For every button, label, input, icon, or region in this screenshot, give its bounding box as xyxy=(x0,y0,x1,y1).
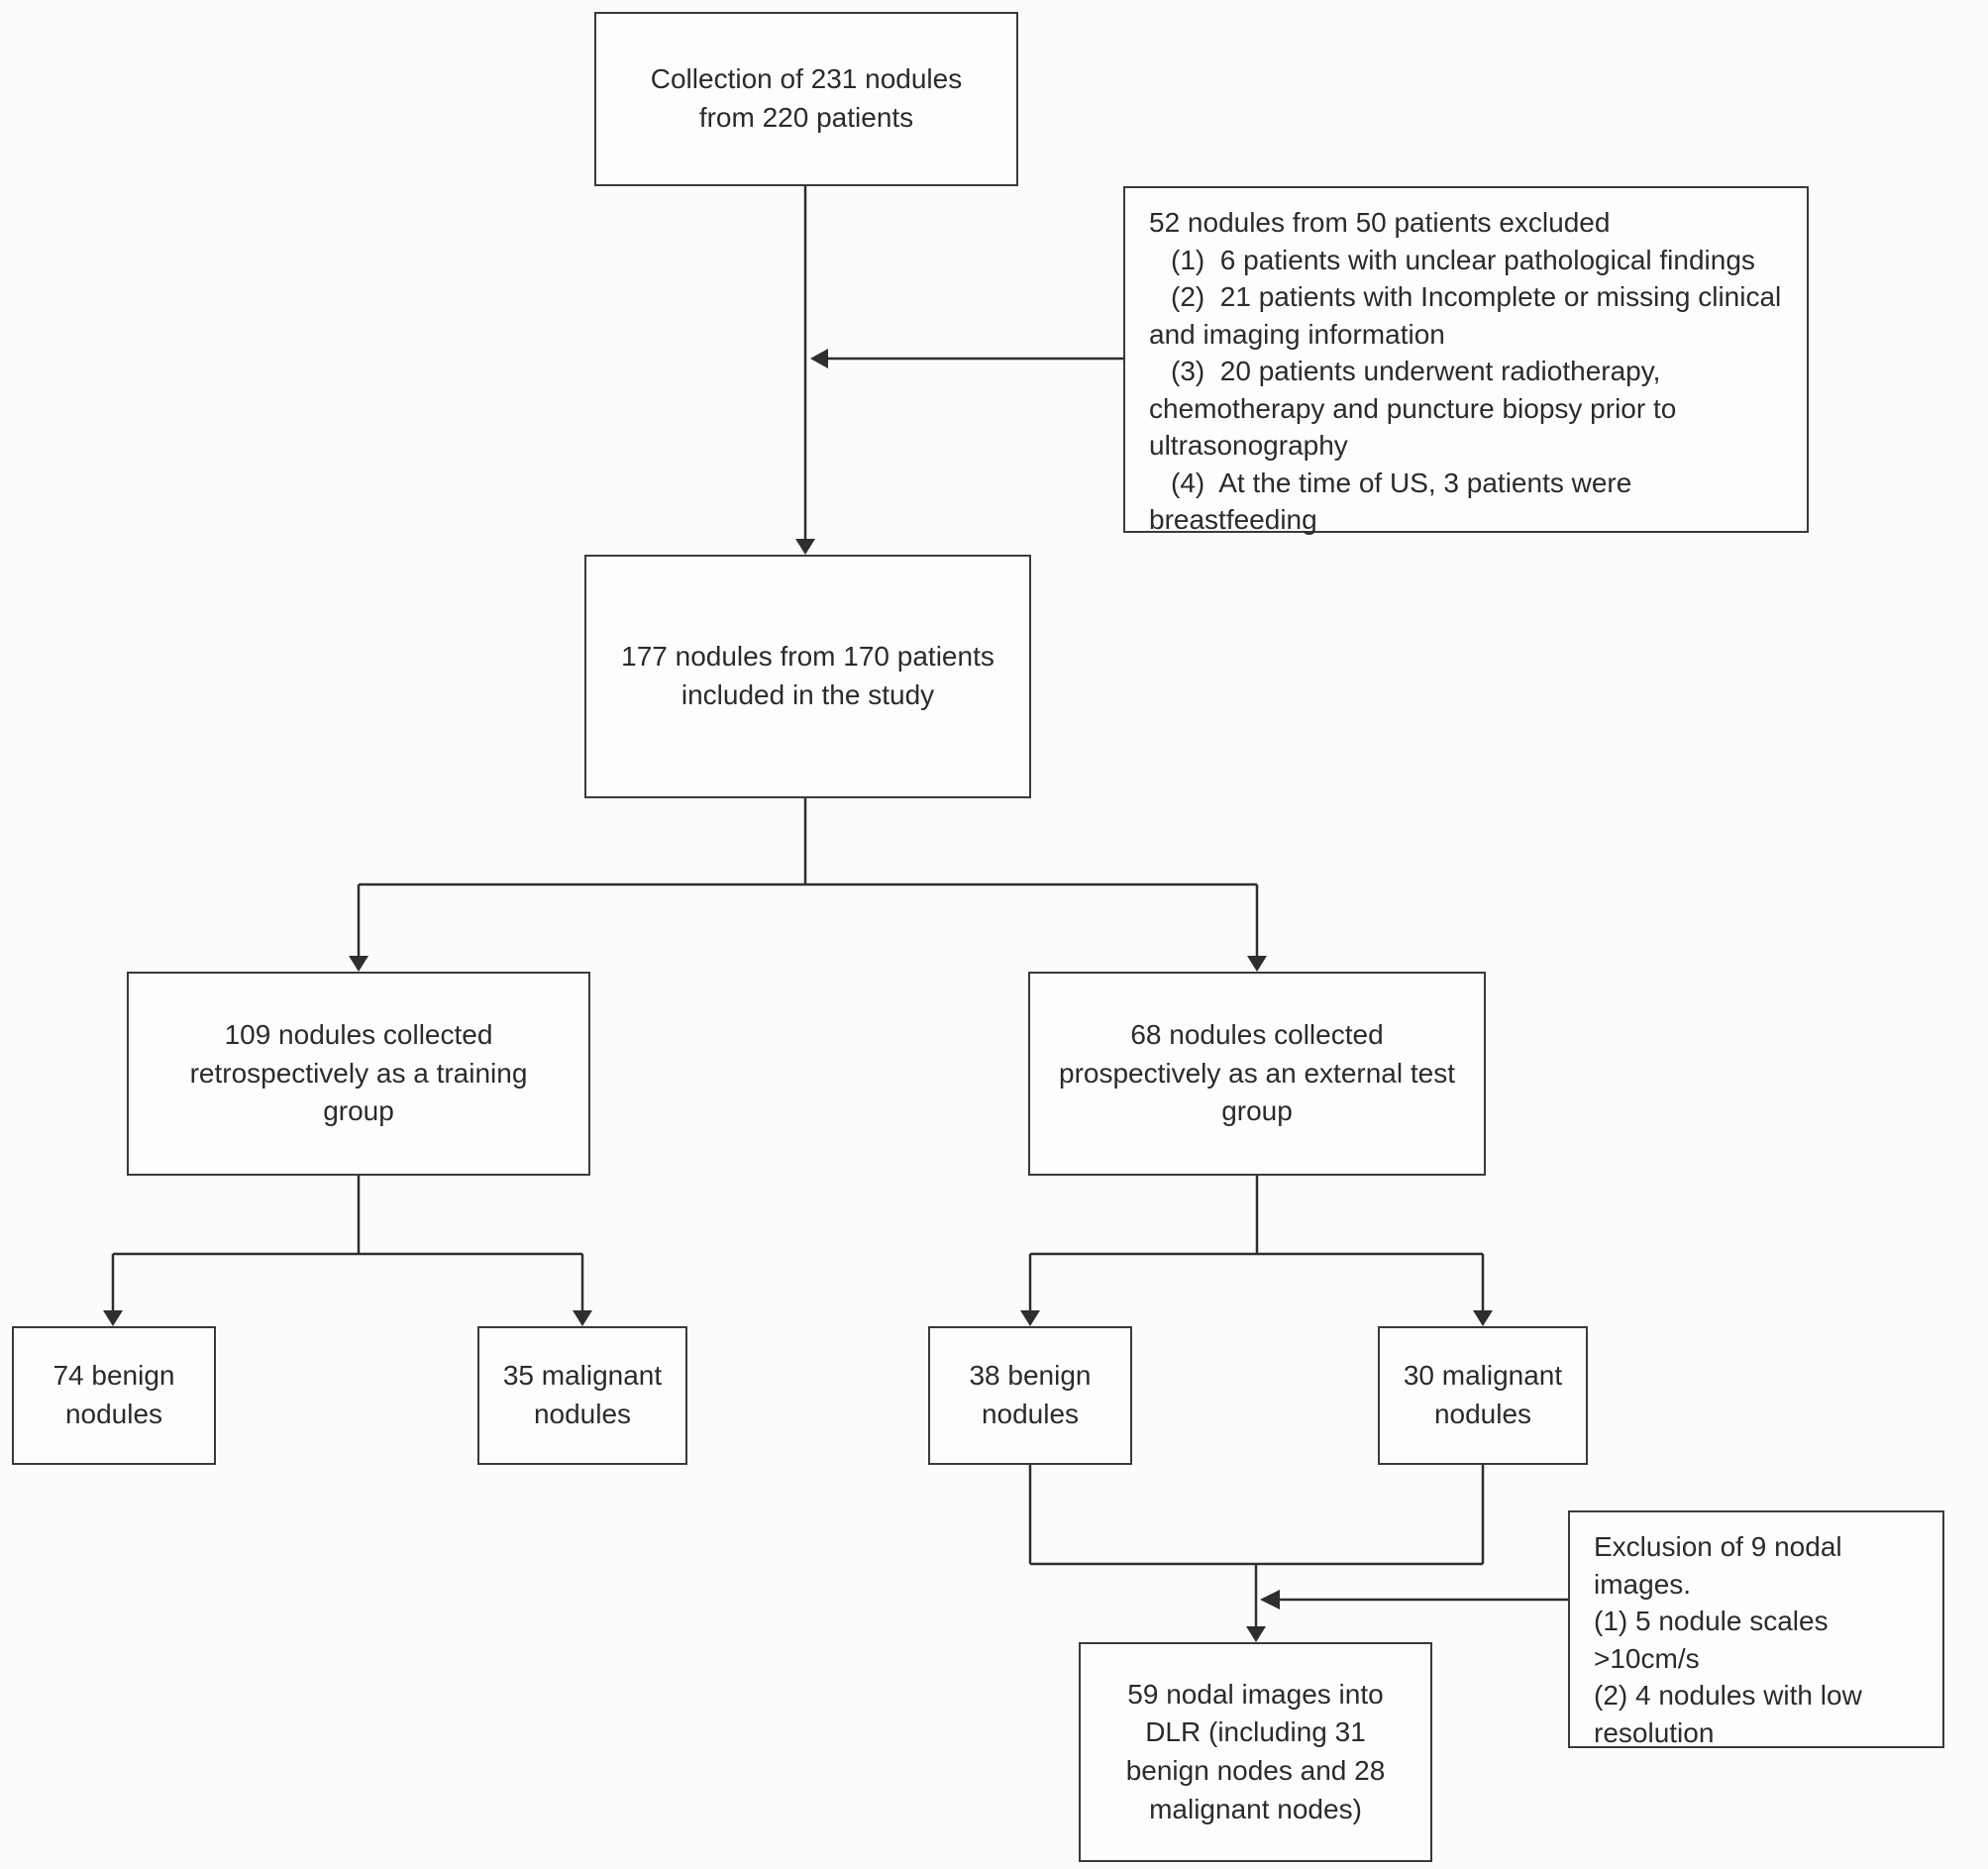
external-test-group-text: 68 nodules collected prospectively as an external test group xyxy=(1059,1019,1455,1127)
test-malignant-box xyxy=(1378,1326,1588,1465)
nodal-exclusion-line: (1) 5 nodule scales >10cm/s xyxy=(1594,1606,1836,1674)
patient-exclusion-line: (2) 21 patients with Incomplete or missing clinical and imaging information xyxy=(1149,281,1790,350)
patient-exclusion-line: 52 nodules from 50 patients excluded xyxy=(1149,207,1611,238)
nodal-exclusion-line: Exclusion of 9 nodal images. xyxy=(1594,1531,1850,1600)
external-test-group-box xyxy=(1028,972,1486,1176)
test-malignant-text: 30 malignant nodules xyxy=(1403,1360,1563,1429)
test-benign-text: 38 benign nodules xyxy=(969,1360,1092,1429)
collection-box xyxy=(594,12,1018,186)
test-benign-box xyxy=(928,1326,1132,1465)
training-group-box xyxy=(127,972,590,1176)
collection-text: Collection of 231 nodules from 220 patients xyxy=(650,63,963,133)
nodal-exclusion-line: (2) 4 nodules with low resolution xyxy=(1594,1680,1870,1748)
included-box xyxy=(584,555,1031,798)
dlr-box xyxy=(1079,1642,1432,1862)
patient-exclusion-line: (4) At the time of US, 3 patients were breastfeeding xyxy=(1149,467,1640,536)
training-benign-box xyxy=(12,1326,216,1465)
training-malignant-box xyxy=(477,1326,687,1465)
patient-exclusion-box xyxy=(1123,186,1809,536)
training-benign-text: 74 benign nodules xyxy=(52,1360,175,1429)
dlr-text: 59 nodal images into DLR (including 31 benign nodes and 28 malignant nodes) xyxy=(1125,1678,1386,1824)
training-malignant-text: 35 malignant nodules xyxy=(502,1360,663,1429)
patient-exclusion-line: (3) 20 patients underwent radiotherapy, chemotherapy and puncture biopsy prior to ultrasonography xyxy=(1149,356,1685,462)
included-text: 177 nodules from 170 patients included in the study xyxy=(621,641,994,710)
nodal-exclusion-box xyxy=(1568,1510,1944,1748)
patient-exclusion-line: (1) 6 patients with unclear pathological findings xyxy=(1171,244,1755,275)
training-group-text: 109 nodules collected retrospectively as a training group xyxy=(189,1019,528,1127)
